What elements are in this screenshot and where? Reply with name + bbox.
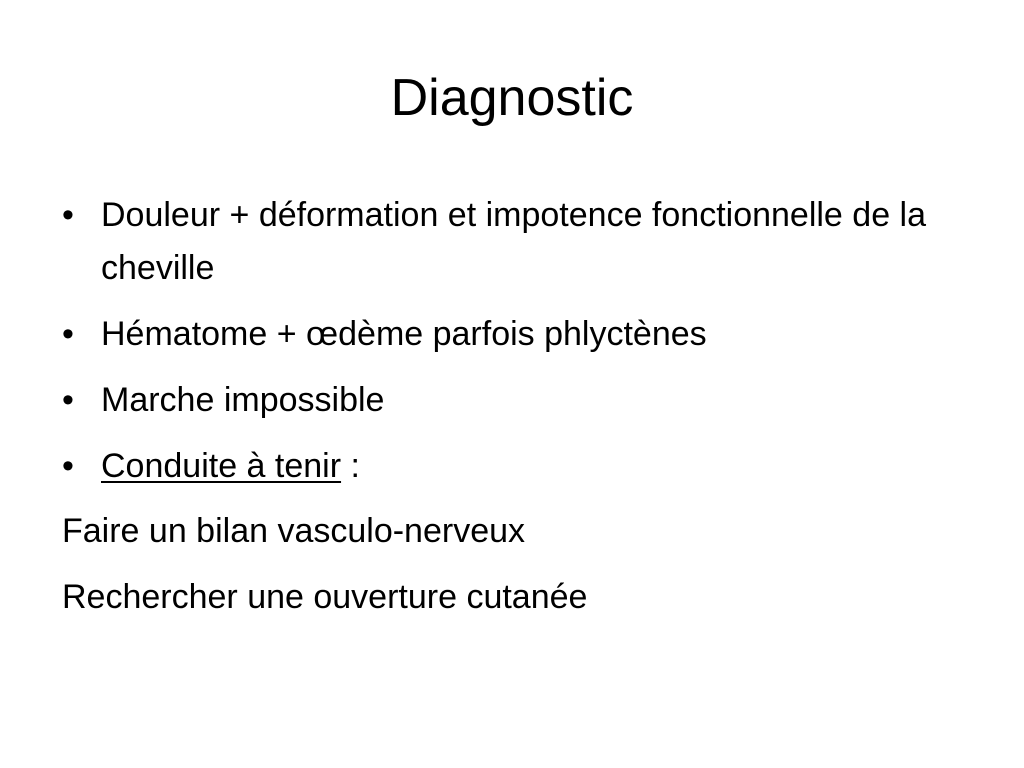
- bullet-icon: •: [62, 381, 74, 419]
- bullet-text-suffix: :: [341, 447, 360, 485]
- bullet-icon: •: [62, 315, 74, 353]
- bullet-item-walking: [60, 374, 960, 427]
- action-line-vascular-check: Faire un bilan vasculo-nerveux: [62, 512, 526, 550]
- bullet-icon: •: [62, 447, 74, 485]
- bullet-text: Hématome + œdème parfois phlyctènes: [101, 315, 707, 353]
- bullet-item-symptoms: [60, 189, 960, 295]
- bullet-icon: •: [62, 196, 74, 234]
- bullet-text: Marche impossible: [101, 381, 385, 419]
- slide-title: Diagnostic: [390, 69, 634, 127]
- bullet-text: Douleur + déformation et impotence fonctionnelle de la cheville: [101, 196, 927, 287]
- bullet-item-hematoma: [60, 308, 960, 361]
- bullet-list: [60, 189, 960, 506]
- bullet-text-underlined: Conduite à tenir: [101, 447, 342, 485]
- bullet-item-conduct: [60, 440, 960, 493]
- action-line-skin-opening: Rechercher une ouverture cutanée: [62, 578, 588, 616]
